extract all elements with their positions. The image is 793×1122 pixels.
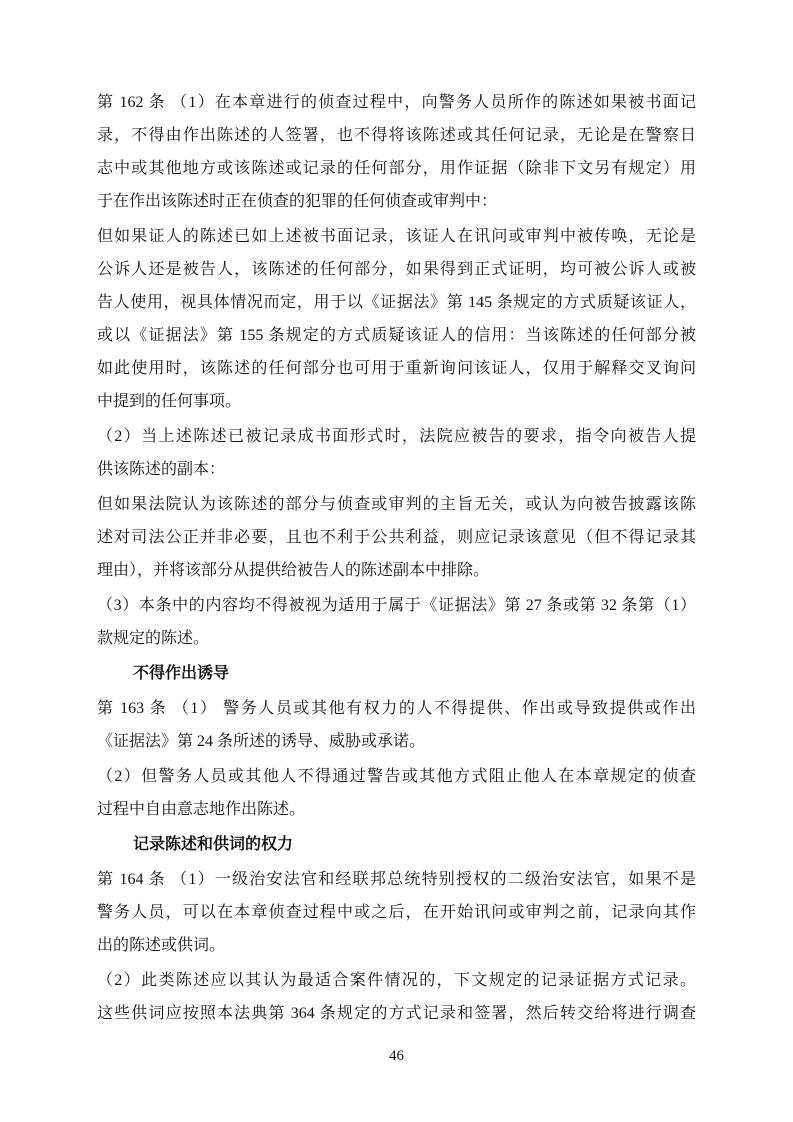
text-line: 志中或其他地方或该陈述或记录的任何部分，用作证据（除非下文另有规定）用 [97,160,696,177]
text-line: 述对司法公正并非必要，且也不利于公共利益，则应记录该意见（但不得记录其 [97,529,696,546]
text-line: 第 162 条 （1）在本章进行的侦查过程中，向警务人员所作的陈述如果被书面记 [97,94,696,111]
paragraph [97,760,696,826]
text-line: 于在作出该陈述时正在侦查的犯罪的任何侦查或审判中： [97,193,498,210]
text-line: 《证据法》第 24 条所述的诱导、威胁或承诺。 [97,733,426,750]
paragraph [97,488,696,587]
paragraph [97,86,696,218]
text-line: 理由），并将该部分从提供给被告人的陈述副本中排除。 [97,562,490,579]
text-line: 公诉人还是被告人，该陈述的任何部分，如果得到正式证明，均可被公诉人或被 [97,261,696,278]
section-heading [97,657,696,690]
paragraph [97,964,696,1030]
page-number: 46 [389,1048,404,1064]
text-line: 第 164 条 （1）一级治安法官和经联邦总统特别授权的二级治安法官，如果不是 [97,871,696,888]
text-line: 供该陈述的副本： [97,461,226,478]
text-line: （2）但警务人员或其他人不得通过警告或其他方式阻止他人在本章规定的侦查 [97,768,696,785]
text-line: 出的陈述或供词。 [97,937,226,954]
text-line: 第 163 条 （1） 警务人员或其他有权力的人不得提供、作出或导致提供或作出 [97,700,696,717]
page-footer [97,1046,696,1066]
text-line: 记录陈述和供词的权力 [133,836,294,853]
text-line: 或以《证据法》第 155 条规定的方式质疑该证人的信用：当该陈述的任何部分被 [97,327,696,344]
text-line: （2）此类陈述应以其认为最适合案件情况的，下文规定的记录证据方式记录。 [97,972,696,989]
text-line: 警务人员，可以在本章侦查过程中或之后，在开始讯问或审判之前，记录向其作 [97,904,696,921]
text-line: 但如果法院认为该陈述的部分与侦查或审判的主旨无关，或认为向被告披露该陈 [97,496,696,513]
paragraph [97,692,696,758]
text-line: （3）本条中的内容均不得被视为适用于属于《证据法》第 27 条或第 32 条第（1） [97,597,696,614]
paragraph [97,589,696,655]
paragraph [97,863,696,962]
document-body [97,86,696,1030]
text-line: 但如果证人的陈述已如上述被书面记录，该证人在讯问或审判中被传唤，无论是 [97,228,696,245]
text-line: 款规定的陈述。 [97,630,210,647]
section-heading [97,828,696,861]
text-line: 这些供词应按照本法典第 364 条规定的方式记录和签署，然后转交给将进行调查 [97,1005,696,1022]
paragraph [97,220,696,418]
text-line: 中提到的任何事项。 [97,393,242,410]
text-line: 如此使用时，该陈述的任何部分也可用于重新询问该证人，仅用于解释交叉询问 [97,360,696,377]
text-line: 录，不得由作出陈述的人签署，也不得将该陈述或其任何记录，无论是在警察日 [97,127,696,144]
text-line: 告人使用，视具体情况而定，用于以《证据法》第 145 条规定的方式质疑该证人， [97,294,696,311]
text-line: 过程中自由意志地作出陈述。 [97,801,306,818]
text-line: （2）当上述陈述已被记录成书面形式时，法院应被告的要求，指令向被告人提 [97,428,696,445]
text-line: 不得作出诱导 [133,665,230,682]
paragraph [97,420,696,486]
